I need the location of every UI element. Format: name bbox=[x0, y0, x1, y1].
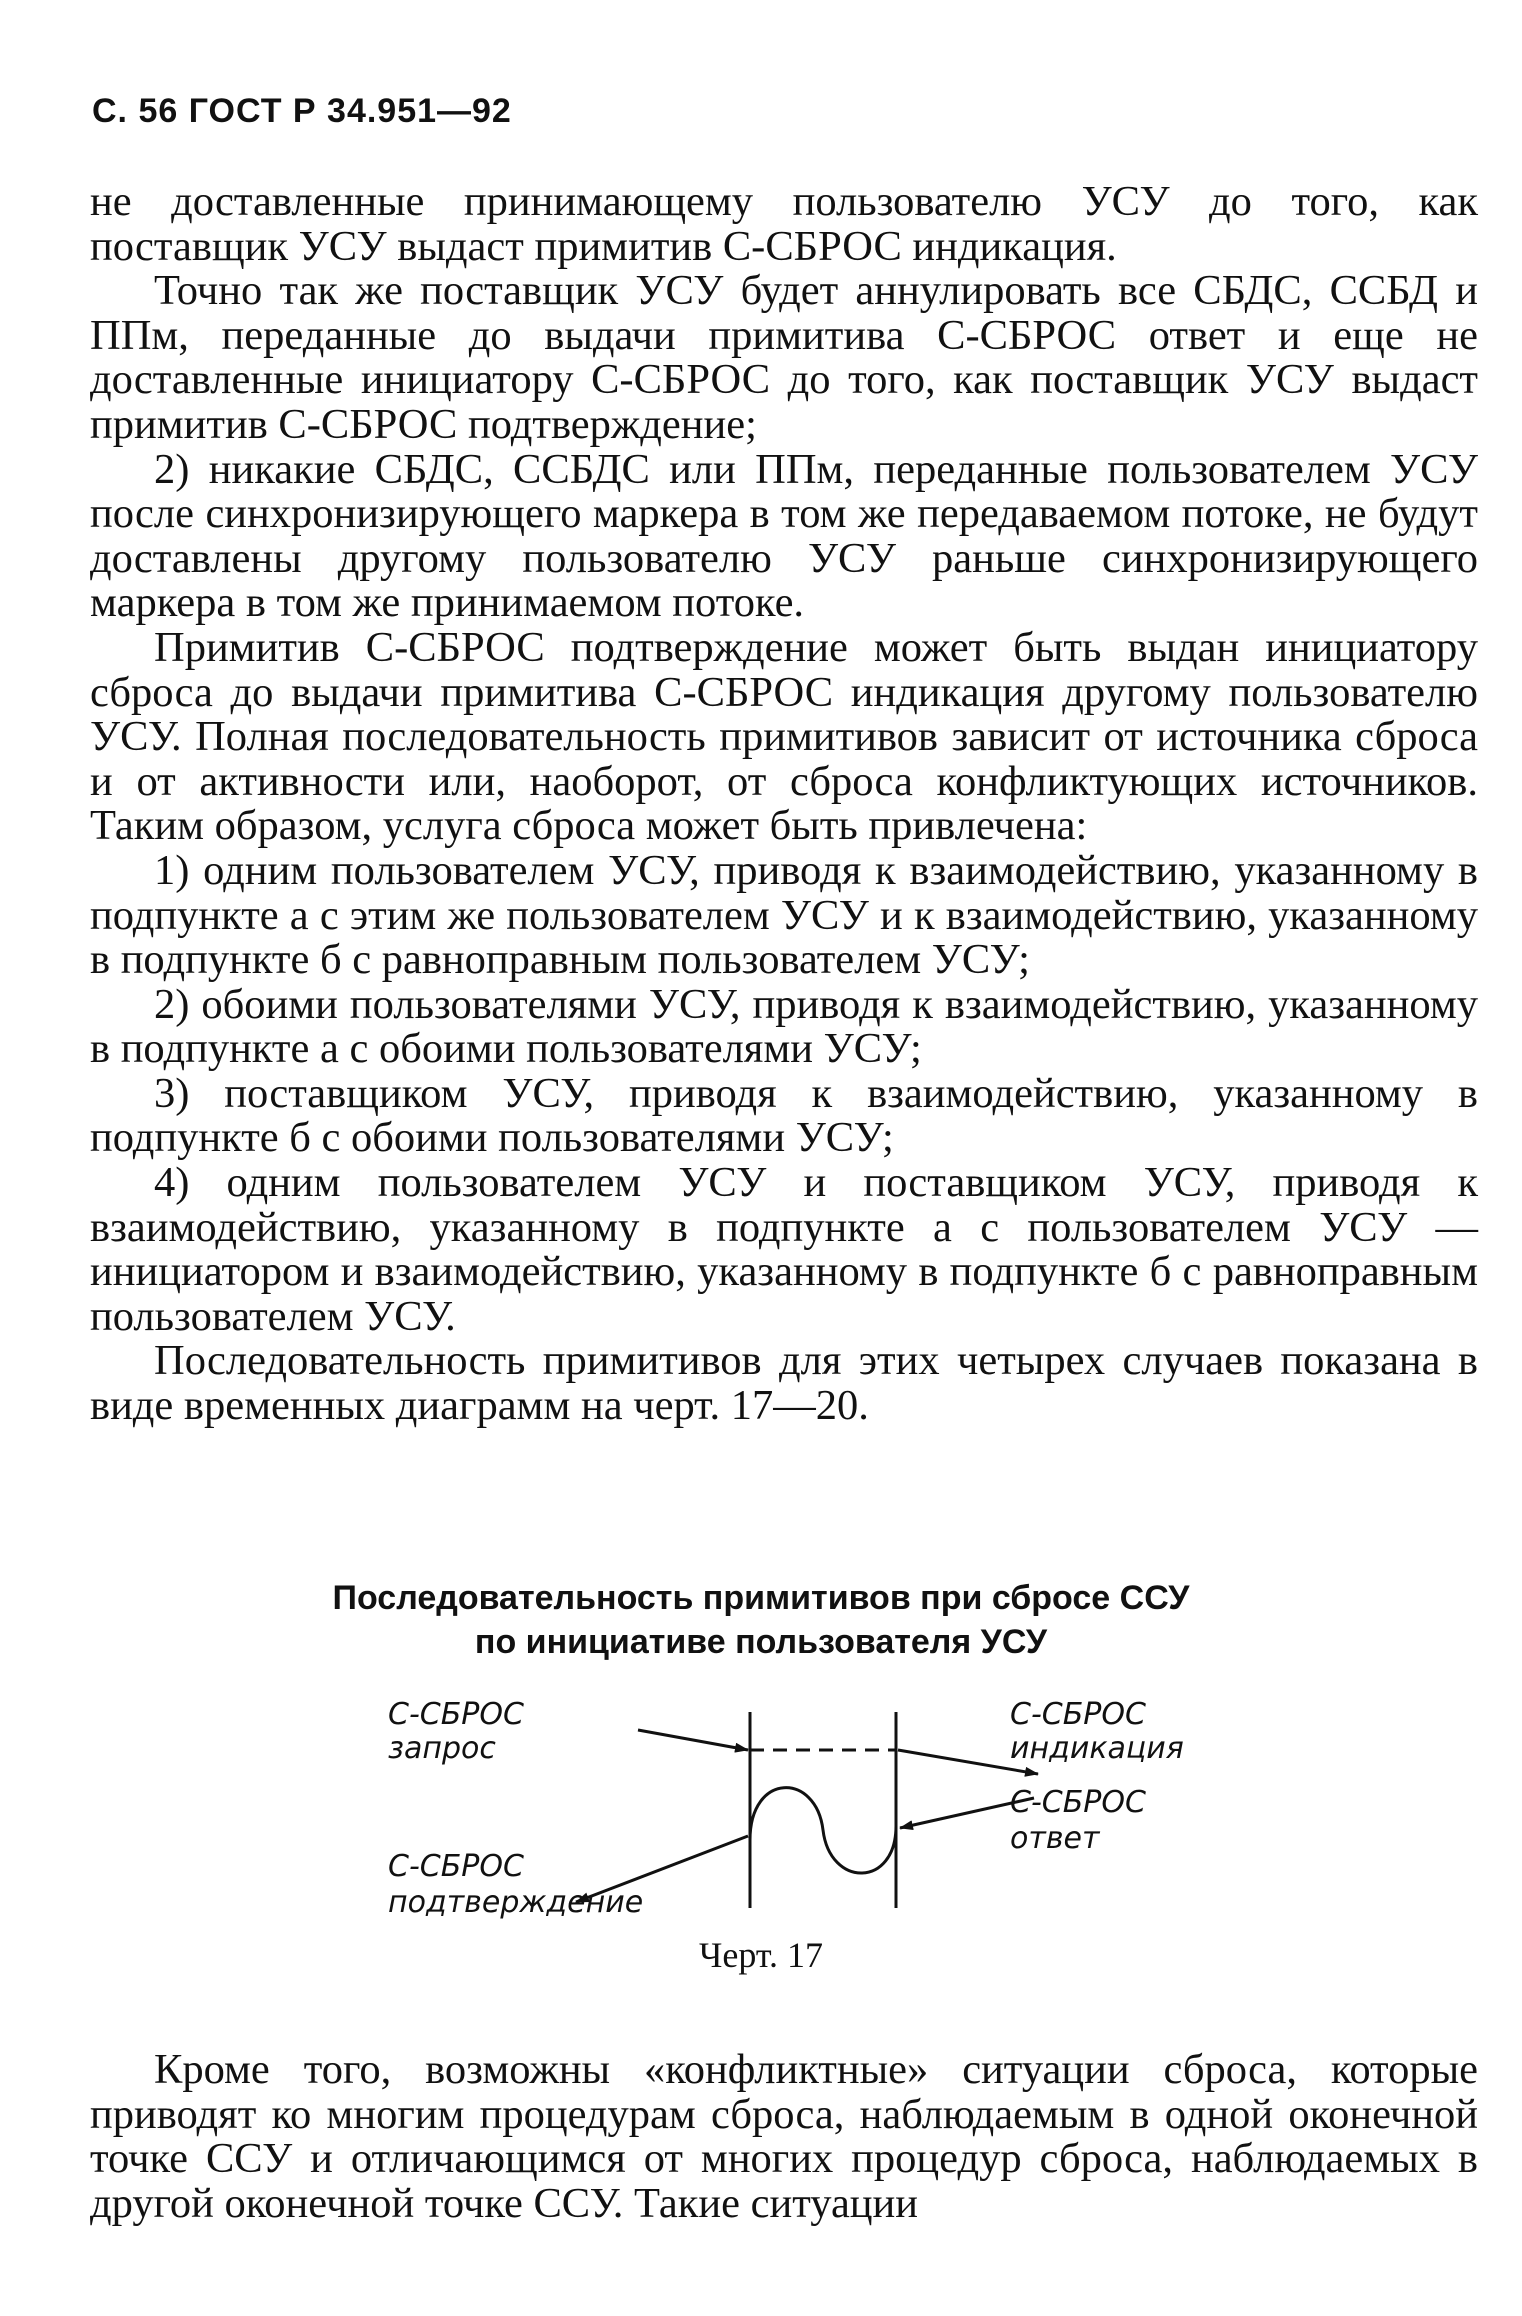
label-response-1: С-СБРОС bbox=[1010, 1785, 1146, 1820]
bottom-text bbox=[90, 2048, 1478, 2226]
paragraph: Кроме того, возможны «конфликтные» ситуации сброса, которые приводят ко многим процедурам сброса, наблюдаемым в одной оконечной точке ССУ и отличающимся от многих процедур сброса, наблюдаемых в другой оконечной точке ССУ. Такие ситуации bbox=[90, 2046, 1478, 2227]
request-arrow bbox=[638, 1730, 748, 1750]
label-confirm-2: подтверждение bbox=[388, 1885, 644, 1920]
paragraph: 2) никакие СБДС, ССБДС или ППм, переданные пользователем УСУ после синхронизирующего маркера в том же передаваемом потоке, не будут доставлены другому пользователю УСУ раньше синхронизирующего маркера в том же принимаемом потоке. bbox=[90, 445, 1478, 627]
time-sequence-diagram bbox=[370, 1690, 1210, 1930]
paragraph: 1) одним пользователем УСУ, приводя к взаимодействию, указанному в подпункте а с этим же пользователем УСУ и к взаимодействию, указанному в подпункте б с равноправным пользователем УСУ; bbox=[90, 846, 1478, 984]
label-indication-2: индикация bbox=[1010, 1731, 1184, 1766]
paragraph: не доставленные принимающему пользователю УСУ до того, как поставщик УСУ выдаст примитив С-СБРОС индикация. bbox=[90, 178, 1478, 270]
figure-caption-line-2: по инициативе пользователя УСУ bbox=[474, 1623, 1048, 1661]
reset-curve bbox=[750, 1788, 896, 1873]
body-text bbox=[90, 180, 1478, 1429]
paragraph: 4) одним пользователем УСУ и поставщиком УСУ, приводя к взаимодействию, указанному в подпункте а с пользователем УСУ — инициатором и взаимодействию, указанному в подпункте б с равноправным пользователем УСУ. bbox=[90, 1159, 1478, 1340]
label-confirm-1: С-СБРОС bbox=[388, 1849, 524, 1884]
page-header: С. 56 ГОСТ Р 34.951—92 bbox=[92, 92, 512, 130]
label-request-1: С-СБРОС bbox=[388, 1697, 524, 1732]
figure-caption-line-1: Последовательность примитивов при сбросе ССУ bbox=[332, 1579, 1190, 1617]
paragraph: 3) поставщиком УСУ, приводя к взаимодействию, указанному в подпункте б с обоими пользователями УСУ; bbox=[90, 1069, 1478, 1162]
paragraph: Примитив С-СБРОС подтверждение может быть выдан инициатору сброса до выдачи примитива С-СБРОС индикация другому пользователю УСУ. Полная последовательность примитивов зависит от источника сброса и от активности или, наоборот, от сброса конфликтующих источников. Таким образом, услуга сброса может быть привлечена: bbox=[90, 623, 1478, 850]
label-request-2: запрос bbox=[388, 1731, 496, 1766]
label-response-2: ответ bbox=[1010, 1821, 1100, 1856]
paragraph: Последовательность примитивов для этих четырех случаев показана в виде временных диаграмм на черт. 17—20. bbox=[90, 1337, 1478, 1430]
paragraph: 2) обоими пользователями УСУ, приводя к взаимодействию, указанному в подпункте а с обоими пользователями УСУ; bbox=[90, 980, 1478, 1073]
paragraph: Точно так же поставщик УСУ будет аннулировать все СБДС, ССБД и ППм, переданные до выдачи примитива С-СБРОС ответ и еще не доставленные инициатору С-СБРОС до того, как поставщик УСУ выдаст примитив С-СБРОС подтверждение; bbox=[90, 267, 1478, 448]
figure-label: Черт. 17 bbox=[699, 1935, 823, 1975]
label-indication-1: С-СБРОС bbox=[1010, 1697, 1146, 1732]
